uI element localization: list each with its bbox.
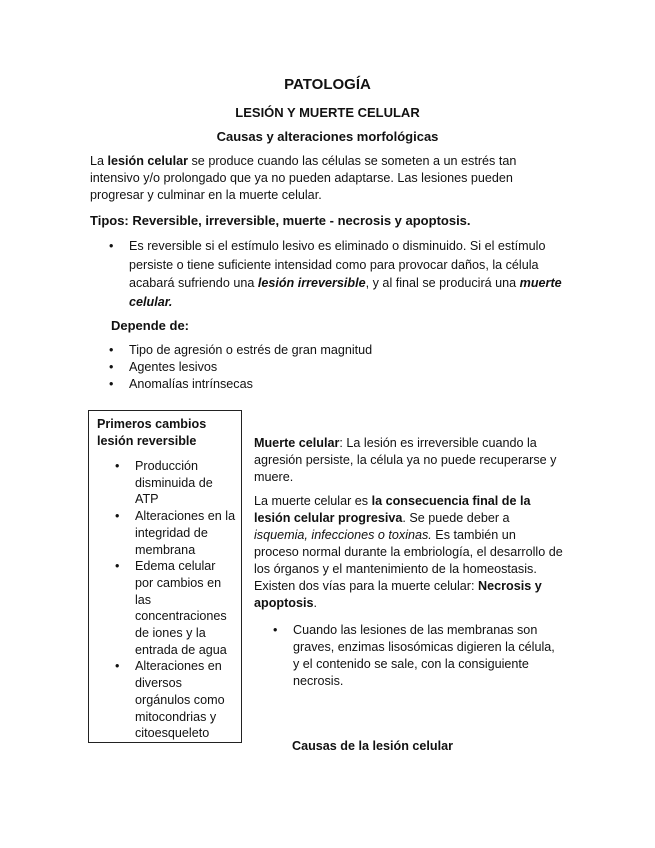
consec-bold: la consecuencia final de la lesión celular progresiva xyxy=(254,494,531,525)
muerte-paragraph xyxy=(254,435,564,486)
muerte-term: muerte celular. xyxy=(129,276,562,309)
consec-prefix: La muerte celular es xyxy=(254,494,372,508)
page-subtitle: LESIÓN Y MUERTE CELULAR xyxy=(235,105,420,120)
intro-prefix: La xyxy=(90,154,108,168)
reversible-middle: , y al final se producirá una xyxy=(365,276,520,290)
causas-heading: Causas de la lesión celular xyxy=(292,739,453,753)
reversible-text: Es reversible si el estímulo lesivo es eliminado o disminuido. Si el estímulo persiste o tiene suficiente intensidad como para provocar daños, la célula acabará sufriendo una xyxy=(129,239,546,290)
page-title: PATOLOGÍA xyxy=(284,76,371,93)
box-title: Primeros cambios lesión reversible xyxy=(97,417,207,448)
consec-italic: isquemia, infecciones o toxinas. xyxy=(254,528,432,542)
consec-mid1: . Se puede deber a xyxy=(402,511,510,525)
consec-mid2: Es también un proceso normal durante la embriología, el desarrollo de los órganos y el mantenimiento de la homeostasis. Existen dos vías para la muerte celular: xyxy=(254,528,563,593)
list-item: • Producción disminuida de ATP xyxy=(113,458,237,508)
list-item: • Alteraciones en diversos orgánulos como mitocondrias y citoesqueleto xyxy=(113,658,237,742)
reversible-list xyxy=(107,237,567,311)
list-item: • Alteraciones en la integridad de membrana xyxy=(113,508,237,558)
list-item: • Anomalías intrínsecas xyxy=(107,376,547,393)
box-list xyxy=(113,458,237,742)
intro-bold-term: lesión celular xyxy=(107,154,189,168)
depende-label: Depende de: xyxy=(111,318,190,333)
consec-bold-end: Necrosis y apoptosis xyxy=(254,579,542,610)
list-item: • Cuando las lesiones de las membranas son graves, enzimas lisosómicas digieren la célula, y el contenido se sale, con la consiguiente necrosis. xyxy=(271,622,561,690)
list-item: • Edema celular por cambios en las concentraciones de iones y la entrada de agua xyxy=(113,558,237,658)
depende-list xyxy=(107,342,547,393)
section-heading: Causas y alteraciones morfológicas xyxy=(216,129,439,144)
list-item: • Agentes lesivos xyxy=(107,359,547,376)
tipos-heading: Tipos: Reversible, irreversible, muerte - necrosis y apoptosis. xyxy=(90,213,471,228)
intro-paragraph xyxy=(90,153,560,204)
consec-end: . xyxy=(313,596,317,610)
muerte-bold: Muerte celular xyxy=(254,436,340,450)
list-item: • Tipo de agresión o estrés de gran magnitud xyxy=(107,342,547,359)
irreversible-term: lesión irreversible xyxy=(257,276,366,290)
consecuencia-paragraph xyxy=(254,493,564,612)
muerte-rest: : La lesión es irreversible cuando la agresión persiste, la célula ya no puede recuperarse y muere. xyxy=(254,436,557,484)
list-item xyxy=(107,237,567,311)
reversible-changes-box xyxy=(88,410,242,743)
membranas-list xyxy=(271,622,561,690)
intro-rest: se produce cuando las células se someten a un estrés tan intensivo y/o prolongado que ya no pueden adaptarse. Las lesiones pueden progresar y culminar en la muerte celular. xyxy=(90,154,517,202)
